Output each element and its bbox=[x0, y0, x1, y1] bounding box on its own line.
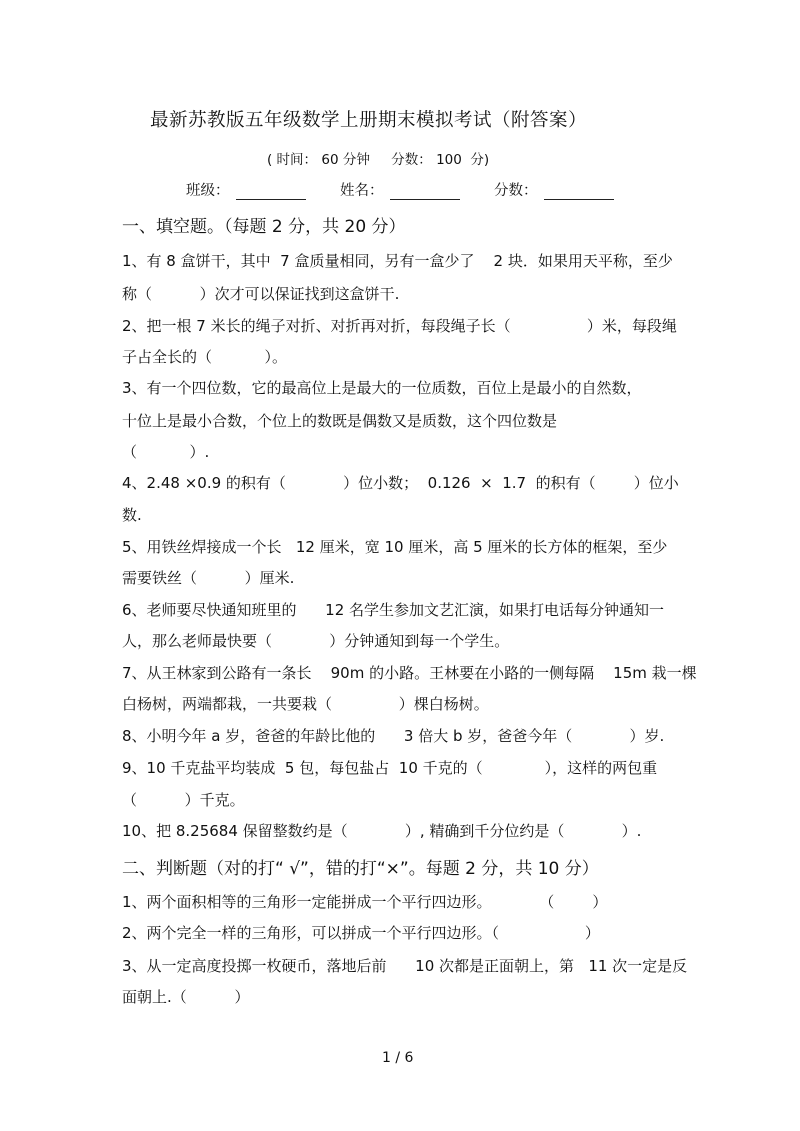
question-line: 5、用铁丝焊接成一个长 12 厘米，宽 10 厘米，高 5 厘米的长方体的框架，至少 bbox=[122, 538, 668, 556]
question-line: （ ）. bbox=[122, 443, 210, 461]
name-blank bbox=[390, 183, 460, 200]
question-line: 3、有一个四位数，它的最高位上是最大的一位质数，百位上是最小的自然数， bbox=[122, 379, 642, 397]
score-blank bbox=[544, 183, 614, 200]
question-line: 3、从一定高度投掷一枚硬币，落地后前 10 次都是正面朝上，第 11 次一定是反 bbox=[122, 957, 688, 975]
question-line: 2、两个完全一样的三角形，可以拼成一个平行四边形。（ ） bbox=[122, 924, 600, 942]
question-line: 10、把 8.25684 保留整数约是（ ）, 精确到千分位约是（ ）. bbox=[122, 822, 642, 840]
question-line: 7、从王林家到公路有一条长 90m 的小路。王林要在小路的一侧每隔 15m 栽一棵 bbox=[122, 664, 697, 682]
class-field bbox=[186, 179, 306, 200]
score-field bbox=[494, 179, 614, 200]
question-line: 十位上是最小合数，个位上的数既是偶数又是质数，这个四位数是 bbox=[122, 412, 558, 430]
question-line: 6、老师要尽快通知班里的 12 名学生参加文艺汇演，如果打电话每分钟通知一 bbox=[122, 601, 665, 619]
question-line: 白杨树，两端都栽，一共要栽（ ）棵白杨树。 bbox=[122, 695, 489, 713]
section2-heading: 二、判断题（对的打“ √”，错的打“×”。每题 2 分，共 10 分） bbox=[122, 859, 599, 879]
score-label: 分数： bbox=[494, 183, 538, 199]
question-line: 面朝上.（ ） bbox=[122, 988, 250, 1006]
question-line: 8、小明今年 a 岁，爸爸的年龄比他的 3 倍大 b 岁，爸爸今年（ ）岁. bbox=[122, 727, 665, 745]
question-line: 9、10 千克盐平均装成 5 包，每包盐占 10 千克的（ ），这样的两包重 bbox=[122, 759, 658, 777]
page-number: 1 / 6 bbox=[382, 1050, 414, 1066]
question-line: 子占全长的（ ）。 bbox=[122, 348, 287, 366]
exam-time-score: ( 时间： 60 分钟 分数： 100 分) bbox=[267, 152, 490, 168]
question-line: 称（ ）次才可以保证找到这盒饼干. bbox=[122, 285, 400, 303]
question-line: 2、把一根 7 米长的绳子对折、对折再对折，每段绳子长（ ）米，每段绳 bbox=[122, 317, 677, 335]
question-line: 需要铁丝（ ）厘米. bbox=[122, 569, 295, 587]
name-label: 姓名： bbox=[340, 183, 384, 199]
class-label: 班级： bbox=[186, 183, 230, 199]
question-line: （ ）千克。 bbox=[122, 791, 245, 809]
question-line: 4、2.48 ×0.9 的积有（ ）位小数； 0.126 × 1.7 的积有（ ）位小 bbox=[122, 474, 679, 492]
question-line: 人，那么老师最快要（ ）分钟通知到每一个学生。 bbox=[122, 632, 510, 650]
question-line: 数. bbox=[122, 506, 142, 524]
name-field bbox=[340, 179, 460, 200]
class-blank bbox=[236, 183, 306, 200]
question-line: 1、两个面积相等的三角形一定能拼成一个平行四边形。 （ ） bbox=[122, 893, 608, 911]
section1-heading: 一、填空题。（每题 2 分，共 20 分） bbox=[122, 217, 406, 237]
question-line: 1、有 8 盒饼干，其中 7 盒质量相同，另有一盒少了 2 块．如果用天平称，至少 bbox=[122, 252, 673, 270]
exam-title: 最新苏教版五年级数学上册期末模拟考试（附答案） bbox=[150, 110, 588, 131]
